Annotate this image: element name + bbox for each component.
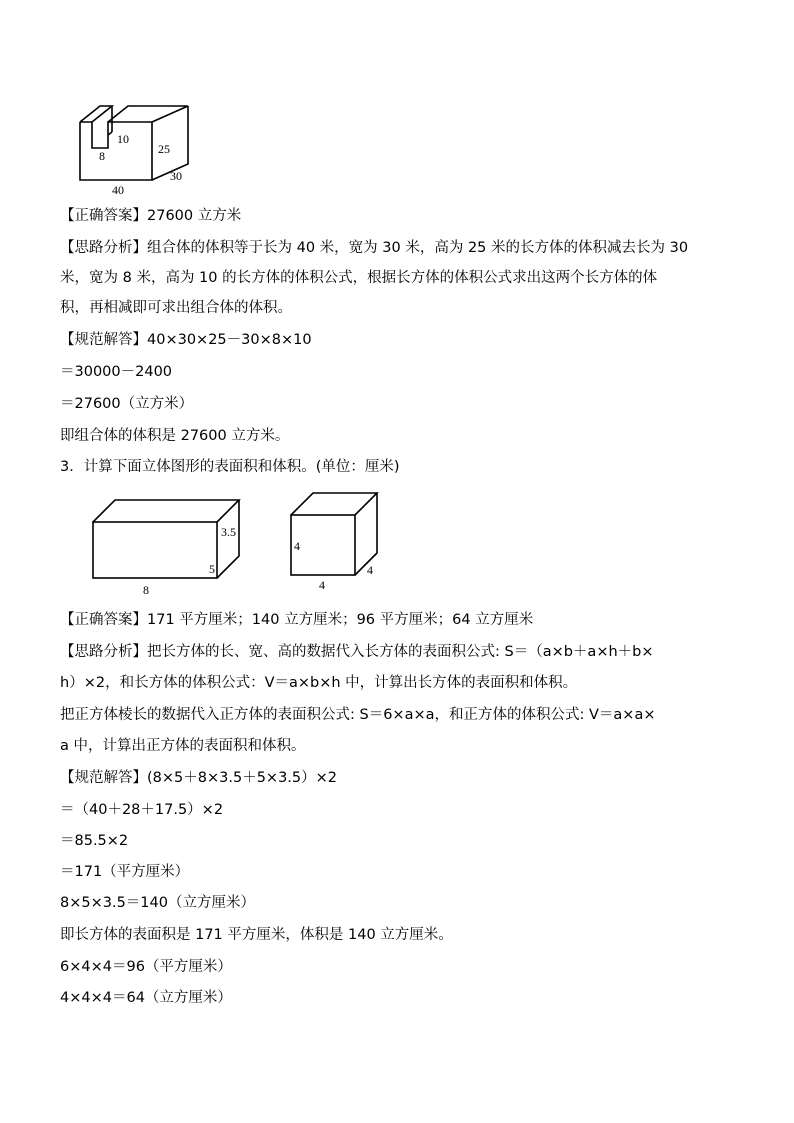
label-cube-bottom: 4	[319, 578, 325, 592]
p3-analysis-line4: a 中，计算出正方体的表面积和体积。	[60, 738, 306, 754]
p3-solution-line3: ＝85.5×2	[60, 833, 129, 849]
p3-solution-line1: 【规范解答】(8×5＋8×3.5＋5×3.5）×2	[60, 770, 338, 786]
p3-solution-line2: ＝（40＋28＋17.5）×2	[60, 802, 224, 818]
label-cuboid-length: 8	[143, 583, 149, 597]
p3-analysis-line1: 【思路分析】把长方体的长、宽、高的数据代入长方体的表面积公式: S＝（a×b＋a×h＋b×	[60, 644, 654, 660]
label-width: 30	[170, 169, 182, 183]
p3-question: 3．计算下面立体图形的表面积和体积。(单位：厘米)	[60, 459, 400, 475]
label-cube-right: 4	[367, 563, 373, 577]
label-notch-height: 10	[117, 132, 129, 146]
p3-conclusion-line1: 即长方体的表面积是 171 平方厘米，体积是 140 立方厘米。	[60, 927, 453, 943]
p3-answer: 【正确答案】171 平方厘米；140 立方厘米；96 平方厘米；64 立方厘米	[60, 612, 534, 628]
p3-analysis-line2: h）×2，和长方体的体积公式：V＝a×b×h 中，计算出长方体的表面积和体积。	[60, 675, 578, 691]
cuboid-figure	[85, 490, 255, 600]
cube-figure	[285, 485, 385, 595]
label-height: 25	[158, 142, 170, 156]
label-cuboid-width: 5	[209, 562, 215, 576]
p3-analysis-line3: 把正方体棱长的数据代入正方体的表面积公式: S＝6×a×a，和正方体的体积公式: V＝a×a×	[60, 707, 656, 723]
label-cube-left: 4	[294, 539, 300, 553]
p3-solution-line5: 8×5×3.5＝140（立方厘米）	[60, 895, 255, 911]
label-notch-width: 8	[99, 149, 105, 163]
label-cuboid-height: 3.5	[221, 525, 236, 539]
p2-solution-line2: ＝30000－2400	[60, 364, 173, 380]
p2-solution-line1: 【规范解答】40×30×25－30×8×10	[60, 332, 312, 348]
label-length: 40	[112, 183, 124, 197]
p3-solution-line6: 6×4×4＝96（平方厘米）	[60, 959, 232, 975]
p2-answer: 【正确答案】27600 立方米	[60, 208, 242, 224]
p3-solution-line4: ＝171（平方厘米）	[60, 864, 190, 880]
p2-conclusion: 即组合体的体积是 27600 立方米。	[60, 428, 290, 444]
p3-solution-line7: 4×4×4＝64（立方厘米）	[60, 990, 232, 1006]
p2-analysis-line3: 积，再相减即可求出组合体的体积。	[60, 300, 292, 316]
p2-analysis-line1: 【思路分析】组合体的体积等于长为 40 米，宽为 30 米，高为 25 米的长方体的体积减去长为 30	[60, 240, 689, 256]
p2-solution-line3: ＝27600（立方米）	[60, 396, 194, 412]
notched-cuboid-figure	[70, 100, 200, 200]
p2-analysis-line2: 米，宽为 8 米，高为 10 的长方体的体积公式，根据长方体的体积公式求出这两个长方体的体	[60, 270, 658, 286]
